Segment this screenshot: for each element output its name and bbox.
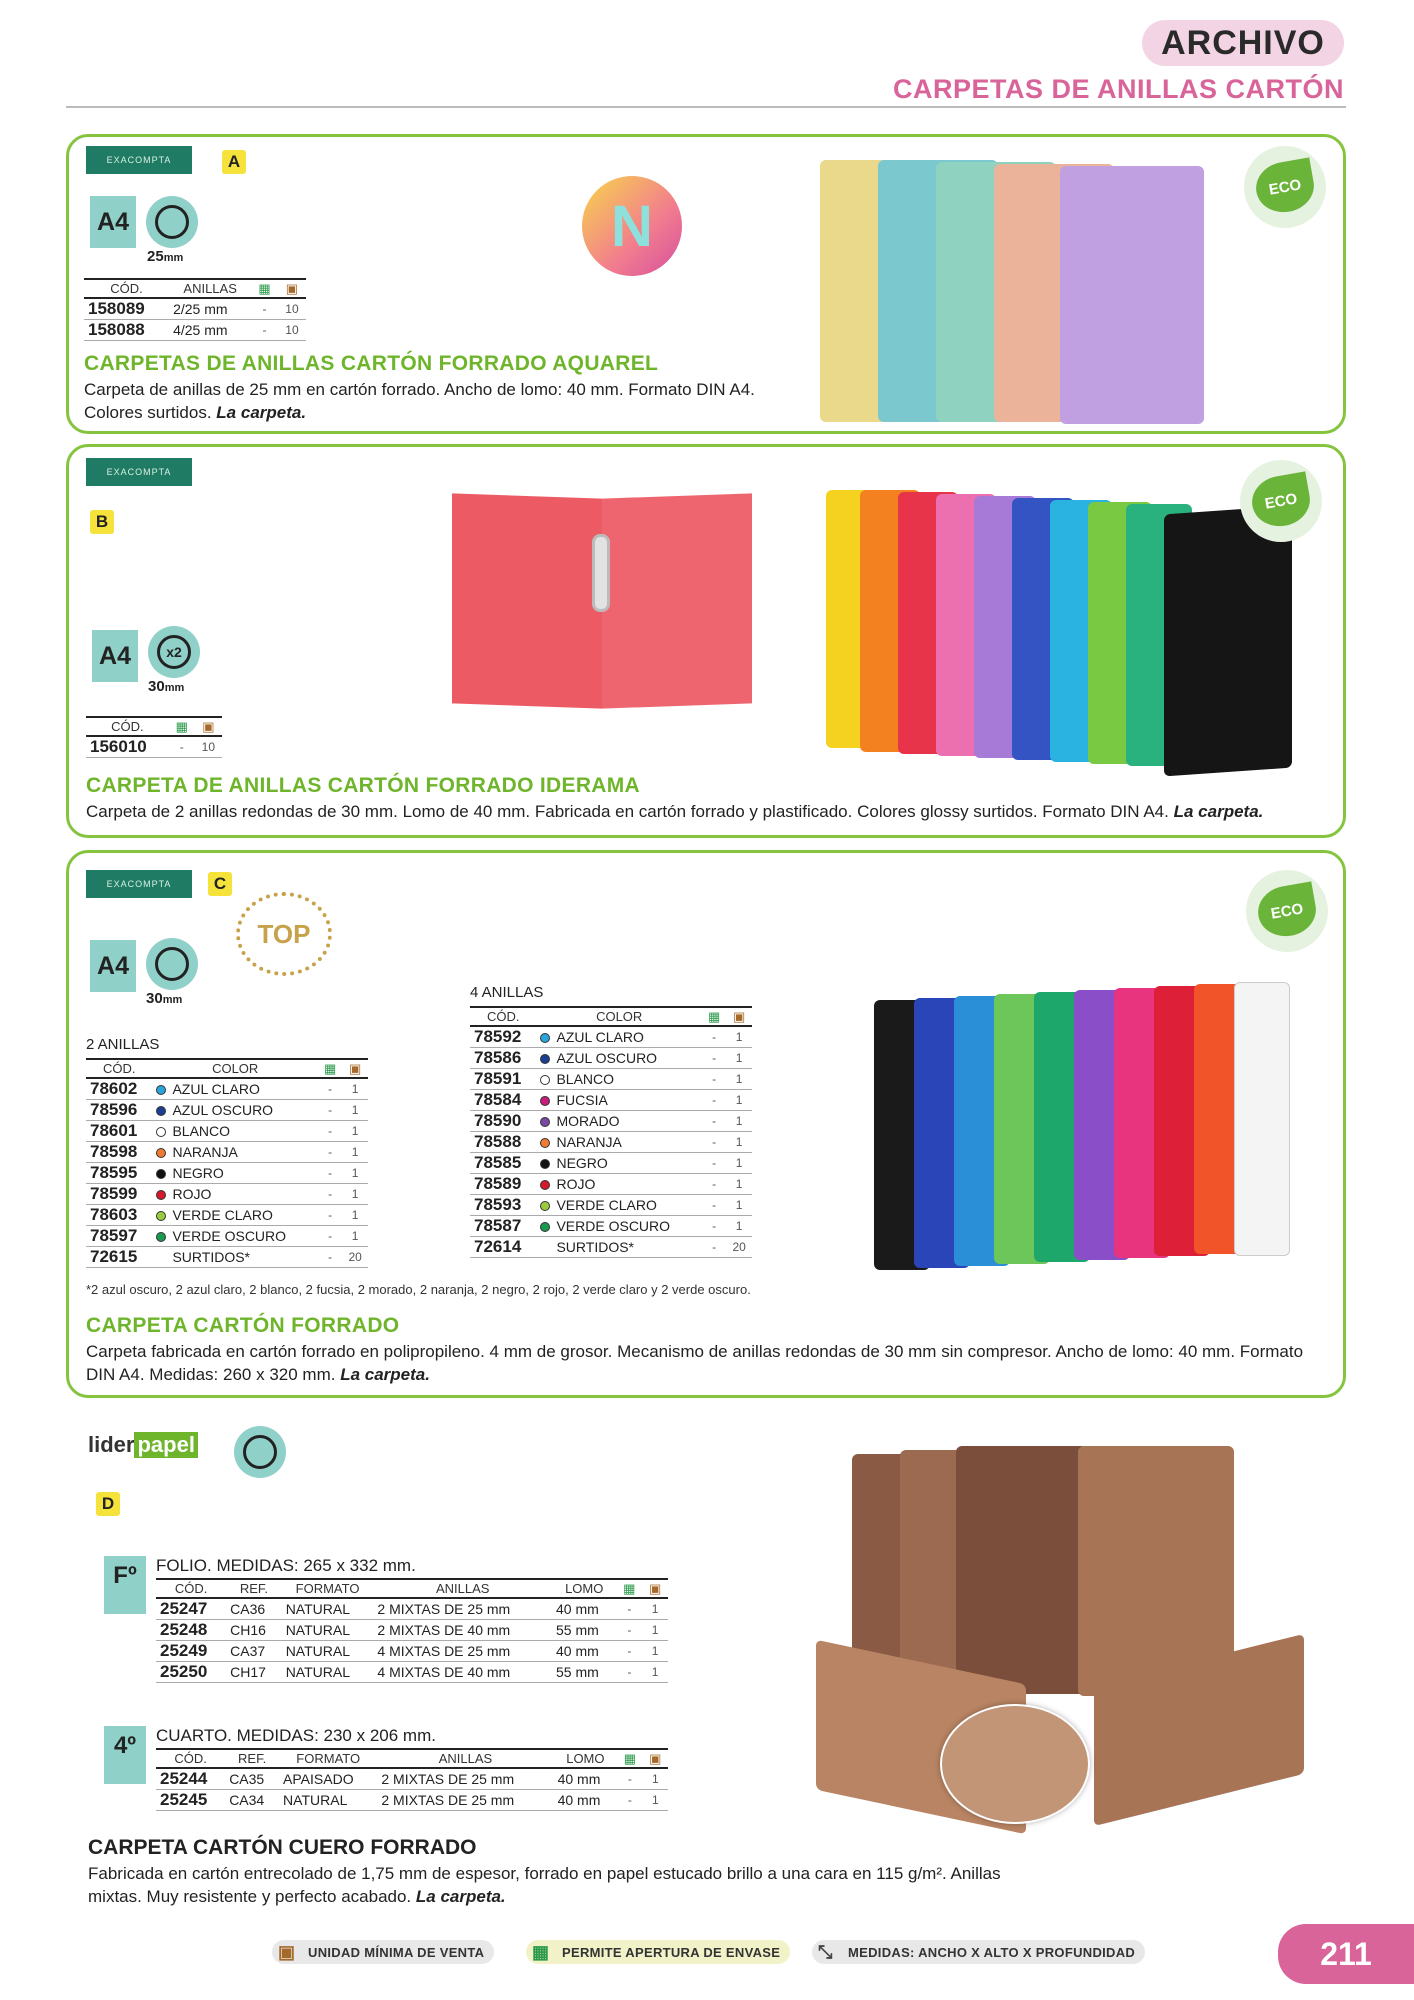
formato-cell: APAISADO [279,1768,377,1790]
box-cell: 1 [342,1184,368,1205]
eco-badge: ECO [1240,460,1322,542]
exacompta-logo: EXACOMPTA [86,146,192,174]
ref-cell: CH16 [226,1620,282,1641]
box-cell: 1 [642,1641,668,1662]
table-row [470,1153,752,1174]
lomo-cell: 40 mm [554,1768,618,1790]
product-c-image [874,970,1314,1280]
pack-icon: ▦ [617,1749,642,1768]
a4-format-icon: A4 [92,630,138,682]
color-cell: NARANJA [152,1142,317,1163]
product-c-description: Carpeta fabricada en cartón forrado en polipropileno. 4 mm de grosor. Mecanismo de anillas redondas de 30 mm sin compresor. Ancho de lomo: 40 mm. Formato DIN A4. Medidas: 260 x 320 mm. La carpeta. [86,1342,1304,1384]
box-cell: 1 [726,1090,752,1111]
box-cell: 1 [342,1142,368,1163]
box-cell: 1 [643,1790,668,1811]
code-cell: 72614 [470,1237,536,1258]
a4-format-icon: A4 [90,940,136,992]
table-row [156,1662,668,1683]
table-row [156,1620,668,1641]
pack-cell: - [251,320,278,341]
box-cell: 1 [342,1078,368,1100]
lomo-cell: 55 mm [552,1662,616,1683]
table-row [156,1641,668,1662]
table-row [470,1069,752,1090]
formato-cell: NATURAL [282,1598,374,1620]
pack-cell: - [702,1195,726,1216]
code-cell: 25247 [156,1598,226,1620]
product-d-image [810,1440,1350,1830]
folio-heading: FOLIO. MEDIDAS: 265 x 332 mm. [156,1556,416,1575]
pack-cell: - [616,1662,642,1683]
eco-badge: ECO [1244,146,1326,228]
color-swatch [156,1190,166,1200]
box-cell: 1 [726,1153,752,1174]
box-icon: ▣ [195,717,222,736]
pack-cell: - [616,1598,642,1620]
color-cell: AZUL CLARO [152,1078,317,1100]
lomo-cell: 40 mm [552,1641,616,1662]
folio-table [156,1578,668,1683]
product-a-letter: A [222,150,246,174]
product-b-title: CARPETA DE ANILLAS CARTÓN FORRADO IDERAMA [86,774,641,797]
color-swatch [156,1232,166,1242]
color-cell: NEGRO [152,1163,317,1184]
four-rings-label: 4 ANILLAS [470,984,544,1001]
color-swatch [540,1159,550,1169]
color-cell: ROJO [152,1184,317,1205]
box-cell: 1 [726,1026,752,1048]
double-ring-icon: x2 [148,626,200,678]
color-swatch [156,1211,166,1221]
product-b-table [86,716,222,758]
product-d-description: Fabricada en cartón entrecolado de 1,75 mm de espesor, forrado en papel estucado brillo a una cara en 115 g/m². Anillas mixtas. Muy resistente y perfecto acabado. La carpeta. [88,1864,1001,1906]
formato-cell: NATURAL [279,1790,377,1811]
box-cell: 10 [278,320,306,341]
liderpapel-logo: lider papel [88,1432,198,1458]
color-cell: MORADO [536,1111,701,1132]
table-row [470,1174,752,1195]
box-cell: 1 [342,1226,368,1247]
cuarto-format-icon: 4º [104,1726,146,1784]
anillas-cell: 2/25 mm [169,298,251,320]
color-cell: VERDE OSCURO [536,1216,701,1237]
surtidos-footnote: *2 azul oscuro, 2 azul claro, 2 blanco, 2 fucsia, 2 morado, 2 naranja, 2 negro, 2 rojo, 2 verde claro y 2 verde oscuro. [86,1282,751,1297]
table-row [86,1226,368,1247]
formato-cell: NATURAL [282,1620,374,1641]
box-cell: 20 [342,1247,368,1268]
footer-medidas: ⤡ MEDIDAS: ANCHO X ALTO X PROFUNDIDAD [812,1940,1145,1964]
table-row [470,1237,752,1258]
folio-format-icon: Fº [104,1556,146,1614]
footer-unidad-minima: ▣ UNIDAD MÍNIMA DE VENTA [272,1940,494,1964]
product-a-table [84,278,306,341]
col-cod: CÓD. [156,1749,225,1768]
product-a-title: CARPETAS DE ANILLAS CARTÓN FORRADO AQUAREL [84,352,659,375]
pack-cell: - [169,736,195,758]
table-row [84,320,306,341]
code-cell: 158089 [84,298,169,320]
cuarto-heading: CUARTO. MEDIDAS: 230 x 206 mm. [156,1726,436,1745]
code-cell: 25245 [156,1790,225,1811]
pack-cell: - [251,298,278,320]
code-cell: 78587 [470,1216,536,1237]
color-cell: ROJO [536,1174,701,1195]
code-cell: 78603 [86,1205,152,1226]
four-rings-table [470,1006,752,1258]
table-row [470,1132,752,1153]
color-swatch [156,1127,166,1137]
color-swatch [540,1222,550,1232]
box-cell: 1 [643,1768,668,1790]
ref-cell: CA35 [225,1768,279,1790]
pack-cell: - [318,1184,342,1205]
box-cell: 1 [726,1174,752,1195]
table-row [470,1216,752,1237]
pack-cell: - [702,1069,726,1090]
col-lomo: LOMO [552,1579,616,1598]
dimensions-icon: ⤡ [818,1942,833,1962]
table-row [84,298,306,320]
color-swatch [540,1201,550,1211]
color-cell: SURTIDOS* [536,1237,701,1258]
box-cell: 1 [342,1163,368,1184]
pack-cell: - [318,1078,342,1100]
color-swatch [540,1138,550,1148]
n-badge: N [582,176,682,276]
code-cell: 78596 [86,1100,152,1121]
code-cell: 25244 [156,1768,225,1790]
code-cell: 25249 [156,1641,226,1662]
lomo-cell: 55 mm [552,1620,616,1641]
col-formato: FORMATO [279,1749,377,1768]
table-row [156,1598,668,1620]
pack-icon: ▦ [169,717,195,736]
ring-size: 25mm [147,248,184,265]
pack-icon: ▦ [702,1007,726,1026]
col-color: COLOR [152,1059,317,1078]
table-row [470,1195,752,1216]
ref-cell: CA36 [226,1598,282,1620]
code-cell: 25250 [156,1662,226,1683]
product-b-letter: B [90,510,114,534]
table-row [86,1205,368,1226]
code-cell: 78595 [86,1163,152,1184]
color-cell: AZUL OSCURO [152,1100,317,1121]
header-divider [66,106,1346,108]
table-row [86,1142,368,1163]
ref-cell: CA37 [226,1641,282,1662]
code-cell: 78588 [470,1132,536,1153]
code-cell: 78602 [86,1078,152,1100]
col-anillas: ANILLAS [373,1579,552,1598]
pack-cell: - [702,1237,726,1258]
table-row [86,1078,368,1100]
pack-cell: - [617,1790,642,1811]
table-row [86,1247,368,1268]
color-cell: VERDE CLARO [152,1205,317,1226]
formato-cell: NATURAL [282,1662,374,1683]
color-cell: VERDE OSCURO [152,1226,317,1247]
section-title: ARCHIVO [1142,20,1344,66]
anillas-cell: 4 MIXTAS DE 25 mm [373,1641,552,1662]
code-cell: 72615 [86,1247,152,1268]
table-row [156,1768,668,1790]
pack-cell: - [702,1048,726,1069]
exacompta-logo: EXACOMPTA [86,870,192,898]
ring-size: 30mm [146,990,183,1007]
color-swatch [156,1085,166,1095]
col-cod: CÓD. [84,279,169,298]
col-ref: REF. [226,1579,282,1598]
box-cell: 20 [726,1237,752,1258]
box-cell: 1 [642,1598,668,1620]
box-icon: ▣ [278,279,306,298]
table-row [86,1100,368,1121]
anillas-cell: 4 MIXTAS DE 40 mm [373,1662,552,1683]
color-cell: BLANCO [152,1121,317,1142]
color-swatch [156,1169,166,1179]
open-binder-image [452,490,762,710]
code-cell: 156010 [86,736,169,758]
box-icon: ▣ [642,1579,668,1598]
col-ref: REF. [225,1749,279,1768]
code-cell: 78597 [86,1226,152,1247]
product-a-description: Carpeta de anillas de 25 mm en cartón forrado. Ancho de lomo: 40 mm. Formato DIN A4. Colores surtidos. La carpeta. [84,380,755,422]
color-swatch [540,1180,550,1190]
two-rings-label: 2 ANILLAS [86,1036,160,1053]
ring-size: 30mm [148,678,185,695]
table-row [470,1026,752,1048]
eco-badge: ECO [1246,870,1328,952]
table-row [470,1048,752,1069]
box-cell: 1 [342,1205,368,1226]
box-cell: 1 [342,1100,368,1121]
product-d-letter: D [96,1492,120,1516]
code-cell: 78589 [470,1174,536,1195]
col-anillas: ANILLAS [169,279,251,298]
box-icon: ▣ [643,1749,668,1768]
col-color: COLOR [536,1007,701,1026]
pack-icon: ▦ [251,279,278,298]
product-a-image [820,140,1220,430]
col-cod: CÓD. [156,1579,226,1598]
color-swatch [540,1033,550,1043]
code-cell: 25248 [156,1620,226,1641]
pack-cell: - [702,1132,726,1153]
anillas-cell: 2 MIXTAS DE 25 mm [373,1598,552,1620]
pack-cell: - [617,1768,642,1790]
code-cell: 78584 [470,1090,536,1111]
pack-icon: ▦ [616,1579,642,1598]
subsection-title: CARPETAS DE ANILLAS CARTÓN [893,74,1344,104]
box-cell: 10 [278,298,306,320]
color-cell: AZUL OSCURO [536,1048,701,1069]
col-anillas: ANILLAS [377,1749,553,1768]
color-cell: VERDE CLARO [536,1195,701,1216]
box-cell: 1 [726,1195,752,1216]
pack-cell: - [318,1121,342,1142]
pack-cell: - [616,1620,642,1641]
product-c-letter: C [208,872,232,896]
cuarto-table [156,1748,668,1811]
pack-cell: - [318,1142,342,1163]
code-cell: 78585 [470,1153,536,1174]
pack-cell: - [318,1163,342,1184]
product-b-description: Carpeta de 2 anillas redondas de 30 mm. Lomo de 40 mm. Fabricada en cartón forrado y plastificado. Colores glossy surtidos. Formato DIN A4. La carpeta. [86,802,1264,821]
box-cell: 1 [642,1620,668,1641]
table-row [470,1090,752,1111]
pack-cell: - [702,1111,726,1132]
table-row [470,1111,752,1132]
top-badge: TOP [236,892,332,976]
table-row [86,1184,368,1205]
box-cell: 1 [726,1048,752,1069]
color-cell: BLANCO [536,1069,701,1090]
color-cell: FUCSIA [536,1090,701,1111]
pack-cell: - [318,1205,342,1226]
pack-cell: - [702,1090,726,1111]
box-cell: 10 [195,736,222,758]
pack-cell: - [616,1641,642,1662]
lomo-cell: 40 mm [552,1598,616,1620]
box-cell: 1 [726,1132,752,1153]
ref-cell: CA34 [225,1790,279,1811]
col-cod: CÓD. [86,1059,152,1078]
box-cell: 1 [726,1216,752,1237]
lomo-cell: 40 mm [554,1790,618,1811]
two-rings-table [86,1058,368,1268]
pack-cell: - [318,1247,342,1268]
table-row [86,736,222,758]
box-icon: ▣ [278,1942,296,1962]
pack-cell: - [318,1100,342,1121]
code-cell: 78592 [470,1026,536,1048]
code-cell: 78593 [470,1195,536,1216]
color-swatch [540,1075,550,1085]
color-swatch [540,1096,550,1106]
pack-cell: - [318,1226,342,1247]
footer-apertura-envase: ▦ PERMITE APERTURA DE ENVASE [526,1940,790,1964]
ring-icon [234,1426,286,1478]
col-formato: FORMATO [282,1579,374,1598]
col-lomo: LOMO [554,1749,618,1768]
code-cell: 78601 [86,1121,152,1142]
code-cell: 78590 [470,1111,536,1132]
col-cod: CÓD. [86,717,169,736]
anillas-cell: 2 MIXTAS DE 40 mm [373,1620,552,1641]
box-cell: 1 [726,1069,752,1090]
box-cell: 1 [726,1111,752,1132]
pack-icon: ▦ [318,1059,342,1078]
ref-cell: CH17 [226,1662,282,1683]
anillas-cell: 2 MIXTAS DE 25 mm [377,1790,553,1811]
color-cell: SURTIDOS* [152,1247,317,1268]
product-c-title: CARPETA CARTÓN FORRADO [86,1314,400,1337]
table-row [86,1163,368,1184]
color-swatch [156,1106,166,1116]
anillas-cell: 4/25 mm [169,320,251,341]
pack-cell: - [702,1026,726,1048]
color-cell: NARANJA [536,1132,701,1153]
pack-cell: - [702,1216,726,1237]
pack-cell: - [702,1153,726,1174]
box-cell: 1 [642,1662,668,1683]
box-icon: ▣ [342,1059,368,1078]
color-swatch [540,1054,550,1064]
page-number: 211 [1278,1924,1414,1984]
color-swatch [540,1117,550,1127]
color-cell: AZUL CLARO [536,1026,701,1048]
code-cell: 78591 [470,1069,536,1090]
color-cell: NEGRO [536,1153,701,1174]
box-icon: ▣ [726,1007,752,1026]
ring-icon [146,938,198,990]
table-row [86,1121,368,1142]
code-cell: 78586 [470,1048,536,1069]
exacompta-logo: EXACOMPTA [86,458,192,486]
ring-icon [146,196,198,248]
a4-format-icon: A4 [90,196,136,248]
code-cell: 78599 [86,1184,152,1205]
pack-cell: - [702,1174,726,1195]
code-cell: 78598 [86,1142,152,1163]
color-swatch [156,1148,166,1158]
pack-icon: ▦ [532,1942,550,1962]
box-cell: 1 [342,1121,368,1142]
col-cod: CÓD. [470,1007,536,1026]
formato-cell: NATURAL [282,1641,374,1662]
table-row [156,1790,668,1811]
code-cell: 158088 [84,320,169,341]
product-d-title: CARPETA CARTÓN CUERO FORRADO [88,1836,477,1859]
anillas-cell: 2 MIXTAS DE 25 mm [377,1768,553,1790]
